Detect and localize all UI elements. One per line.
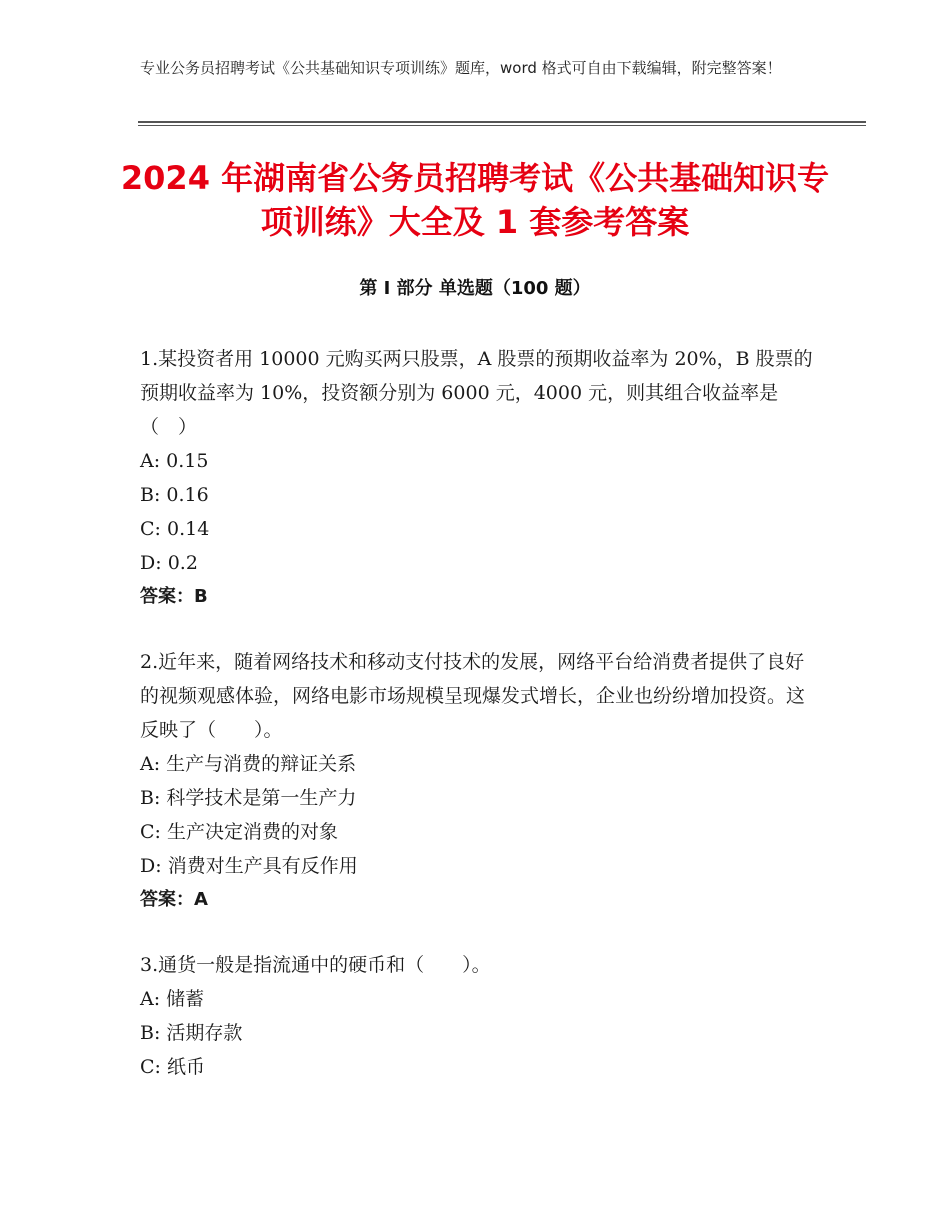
question-2 [140,645,815,917]
question-list [140,342,815,1115]
question-stem: 3.通货一般是指流通中的硬币和（ ）。 [140,954,491,976]
option-text: 纸币 [167,1056,206,1078]
option-c [140,1050,815,1084]
option-letter: B: [140,484,161,506]
question-stem: 2.近年来，随着网络技术和移动支付技术的发展，网络平台给消费者提供了良好的视频观感体验，网络电影市场规模呈现爆发式增长，企业也纷纷增加投资。这反映了（ ）。 [140,651,806,741]
answer-line: 答案：A [140,889,208,910]
option-letter: C: [140,1056,161,1078]
option-b [140,1016,815,1050]
option-a [140,982,815,1016]
option-text: 储蓄 [166,988,205,1010]
option-letter: C: [140,518,161,540]
section-title: 第 I 部分 单选题（100 题） [359,278,591,299]
option-text: 生产决定消费的对象 [167,821,339,843]
option-letter: A: [140,988,161,1010]
header-note: 专业公务员招聘考试《公共基础知识专项训练》题库，word 格式可自由下载编辑，附完整答案！ [140,59,782,77]
option-text: 0.15 [166,450,209,472]
question-3 [140,948,815,1084]
option-text: 活期存款 [166,1022,243,1044]
option-c [140,512,815,546]
option-text: 0.16 [166,484,209,506]
answer-line: 答案：B [140,586,208,607]
header-divider [138,121,866,123]
option-letter: B: [140,1022,161,1044]
option-b [140,781,815,815]
question-1 [140,342,815,614]
option-text: 0.14 [167,518,210,540]
option-letter: D: [140,552,162,574]
question-stem: 1.某投资者用 10000 元购买两只股票，A 股票的预期收益率为 20%，B 股票的预期收益率为 10%，投资额分别为 6000 元，4000 元，则其组合收益率是（ ） [140,348,813,438]
option-letter: A: [140,450,161,472]
option-text: 消费对生产具有反作用 [167,855,358,877]
option-letter: B: [140,787,161,809]
option-a [140,747,815,781]
option-letter: C: [140,821,161,843]
option-text: 科学技术是第一生产力 [166,787,357,809]
option-letter: D: [140,855,162,877]
option-text: 0.2 [167,552,198,574]
document-title: 2024 年湖南省公务员招聘考试《公共基础知识专项训练》大全及 1 套参考答案 [120,159,830,241]
option-c [140,815,815,849]
option-a [140,444,815,478]
option-b [140,478,815,512]
option-d [140,849,815,883]
option-text: 生产与消费的辩证关系 [166,753,357,775]
option-letter: A: [140,753,161,775]
option-d [140,546,815,580]
header-divider-thin [138,125,866,126]
